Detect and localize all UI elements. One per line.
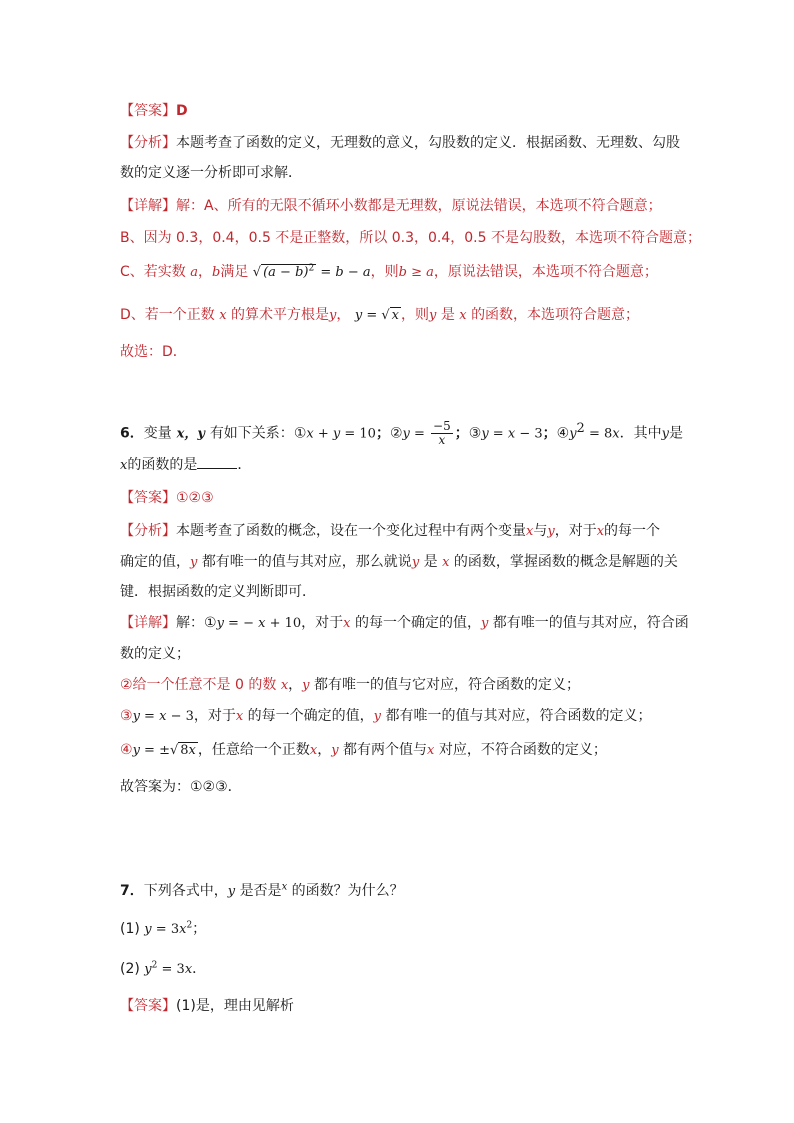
detail-text: ，对于 — [301, 615, 344, 631]
detail-text: 都有唯一的值与其对应，符合函数的定义； — [385, 708, 652, 724]
answer-label: 【答案】 — [120, 103, 176, 119]
detail-text: ③ — [120, 708, 133, 724]
analysis-text: 数的定义逐一分析即可求解． — [120, 165, 302, 181]
q5-analysis-line2 — [120, 163, 302, 183]
stem-text: ．其中 — [619, 425, 662, 442]
q5-conclusion — [120, 342, 187, 362]
item-label: (1) — [120, 921, 140, 937]
math-a: a — [190, 265, 198, 280]
detail-text: ④ — [120, 742, 133, 758]
q5-analysis-line1 — [120, 133, 680, 153]
answer-value: D — [176, 103, 188, 119]
q6-analysis-line3 — [120, 582, 316, 602]
math-y: y — [329, 308, 337, 323]
math-y-sqrt-x: y = √ x — [354, 308, 399, 323]
q5-detail-b — [120, 228, 701, 248]
detail-text: 满足 — [220, 264, 249, 280]
q5-detail-a — [120, 196, 662, 216]
detail-text: ，原说法错误，本选项不符合题意； — [433, 264, 658, 280]
stem-text: 是 — [668, 425, 683, 442]
detail-text: 数的定义； — [120, 646, 190, 662]
fraction: $\frac{-5}{x}$ — [433, 419, 451, 447]
detail-text: C、若实数 — [120, 264, 186, 280]
q6-answer-line — [120, 488, 214, 508]
detail-text: 是 — [440, 307, 455, 323]
question-number: 6． — [120, 425, 144, 442]
stem-text: 的函数？为什么？ — [291, 883, 404, 899]
detail-text: ②给一个任意不是 0 的数 — [120, 677, 277, 693]
detail-text: ，任意给一个正数 — [197, 742, 310, 758]
question-number: 7． — [120, 883, 144, 899]
analysis-text: 本题考查了函数的定义，无理数的意义，勾股数的定义．根据函数、无理数、勾股 — [176, 135, 680, 151]
q6-detail-1: 【详解】解：①y = − x + 10，对于x 的每一个确定的值，y 都有唯一的值与其对应，符合函 — [120, 615, 689, 631]
answer-label: 【答案】 — [120, 998, 176, 1014]
detail-label: 【详解】 — [120, 615, 176, 631]
q7-item1: (1) $y = 3x^2$； — [120, 920, 207, 937]
answer-label: 【答案】 — [120, 490, 176, 506]
analysis-text: 是 — [423, 554, 438, 570]
stem-text: ． — [192, 961, 207, 977]
detail-label: 【详解】 — [120, 198, 176, 214]
math-b-ge-a: b ≥ a — [398, 265, 434, 280]
analysis-text: 键．根据函数的定义判断即可． — [120, 584, 316, 600]
detail-text: ，对于 — [193, 708, 236, 724]
q6-detail-1-line2 — [120, 644, 190, 664]
q6-stem-line2 — [120, 455, 251, 476]
detail-text: ，则 — [401, 307, 429, 323]
stem-text: ． — [237, 457, 252, 473]
detail-text: 解：① — [176, 615, 217, 631]
math-sqrt-expression: √ $(a - b)^2 = b - a$ — [252, 263, 371, 280]
q6-detail-3: ③y = x − 3，对于x 的每一个确定的值，y 都有唯一的值与其对应，符合函数的定义； — [120, 708, 652, 724]
answer-value: ①②③ — [176, 490, 214, 506]
detail-text: 的每一个确定的值， — [247, 708, 374, 724]
math-xy: x，y — [176, 426, 205, 442]
detail-text: 对应，不符合函数的定义； — [438, 742, 607, 758]
math-y: y — [429, 308, 437, 323]
detail-text: 都有唯一的值与其对应，符合函 — [492, 615, 689, 631]
detail-text: 的函数，本选项符合题意； — [471, 307, 640, 323]
analysis-text: 与 — [533, 523, 548, 539]
q7-answer-line — [120, 996, 294, 1016]
q6-analysis-line1: 【分析】本题考查了函数的概念，设在一个变化过程中有两个变量x与y，对于x的每一个 — [120, 523, 661, 539]
stem-text: 有如下关系： — [209, 425, 294, 442]
analysis-label: 【分析】 — [120, 523, 176, 539]
analysis-text: ，对于 — [554, 523, 597, 539]
q7-stem: 7．下列各式中，y 是否是$^x$ 的函数？为什么？ — [120, 881, 404, 899]
q6-analysis-line2: 确定的值，y 都有唯一的值与其对应，那么就说y 是 x 的函数，掌握函数的概念是解题的关 — [120, 554, 678, 570]
stem-text: 变量 — [143, 425, 172, 442]
analysis-text: 的每一个 — [604, 523, 661, 539]
q7-item2: (2) $y^2 = 3x$． — [120, 960, 207, 977]
detail-text: 都有唯一的值与它对应，符合函数的定义； — [313, 677, 580, 693]
q6-conclusion — [120, 777, 242, 797]
math-b: b — [212, 265, 221, 280]
detail-text: 的每一个确定的值， — [354, 615, 481, 631]
stem-text: ； — [192, 921, 207, 937]
q6-detail-2: ②给一个任意不是 0 的数 x，y 都有唯一的值与它对应，符合函数的定义； — [120, 677, 580, 693]
analysis-text: 本题考查了函数的概念，设在一个变化过程中有两个变量 — [176, 523, 526, 539]
detail-text: 的算术平方根是 — [231, 307, 330, 323]
q5-detail-c: C、若实数 a，b满足 √ $(a - b)^2 = b - a$，则b ≥ a，原说法错误，本选项不符合题意； — [120, 263, 658, 280]
detail-text: 都有两个值与 — [343, 742, 428, 758]
detail-text: B、因为 0.3，0.4，0.5 不是正整数，所以 0.3，0.4，0.5 不是勾股数，本选项不符合题意； — [120, 230, 701, 246]
analysis-text: 确定的值， — [120, 554, 190, 570]
analysis-text: 都有唯一的值与其对应，那么就说 — [201, 554, 412, 570]
analysis-text: 的函数，掌握函数的概念是解题的关 — [453, 554, 678, 570]
answer-blank — [197, 456, 237, 469]
math-x: x — [219, 308, 227, 323]
stem-text: 的函数的是 — [127, 457, 198, 473]
detail-text: D、若一个正数 — [120, 307, 215, 323]
math-x: x — [120, 458, 128, 473]
q6-detail-4: ④y = ±√ 8x ，任意给一个正数x，y 都有两个值与x 对应，不符合函数的定义； — [120, 742, 607, 758]
conclusion-text: 故选：D． — [120, 344, 187, 360]
q5-answer-line — [120, 101, 188, 121]
q5-detail-d: D、若一个正数 x 的算术平方根是y， y = √ x ，则y 是 x 的函数，本选项符合题意； — [120, 307, 640, 323]
answer-value: (1)是，理由见解析 — [176, 998, 294, 1014]
conclusion-text: 故答案为：①②③． — [120, 779, 242, 795]
detail-text: ，则 — [370, 264, 399, 280]
q6-stem-line1: 6．变量 x，y 有如下关系：①x + y = 10；②y = $\frac{-5}{x}$ ；③y = x − 3；$④y^2 = 8x$．其中y是 — [120, 419, 683, 447]
stem-text: 下列各式中， — [143, 883, 228, 899]
analysis-label: 【分析】 — [120, 135, 176, 151]
math-x: x — [459, 308, 467, 323]
item-label: (2) — [120, 961, 140, 977]
stem-text: 是否是 — [239, 883, 282, 899]
detail-text: 解：A、所有的无限不循环小数都是无理数，原说法错误，本选项不符合题意； — [176, 198, 662, 214]
